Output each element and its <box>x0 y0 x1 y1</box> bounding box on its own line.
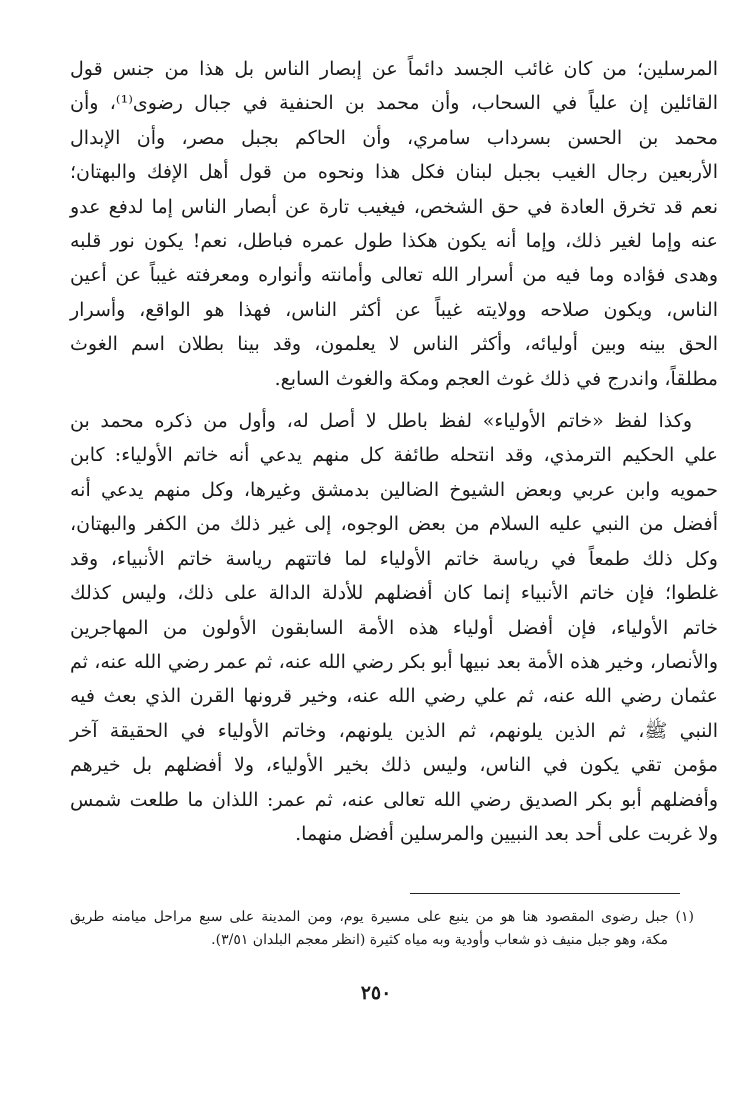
text-line: حمويه وابن عربي وبعض الشيوخ الضالين بدمشق وغيرها، وكل منهم يدعي أنه <box>70 478 718 501</box>
footnote-line: (١) جبل رضوى المقصود هنا هو من ينبع على مسيرة يوم، ومن المدينة على سبع مراحل ميامنه طريق <box>70 909 694 925</box>
page-number: ٢٥٠ <box>360 982 392 1004</box>
text-line: الحق بينه وبين أوليائه، وأكثر الناس لا يعلمون، وقد بينا بطلان اسم الغوث <box>70 333 718 356</box>
text-line: محمد بن الحسن بسرداب سامري، وأن الحاكم بجبل مصر، وأن الإبدال <box>70 126 718 149</box>
footnote-divider <box>410 893 680 894</box>
text-line: مطلقاً، واندرج في ذلك غوث العجم ومكة والغوث السابع. <box>274 367 718 390</box>
text-line: وكذا لفظ «خاتم الأولياء» لفظ باطل لا أصل له، وأول من ذكره محمد بن <box>70 410 692 433</box>
text-line: وأفضلهم أبو بكر الصديق رضي الله تعالى عنه، ثم عمر: اللذان ما طلعت شمس <box>70 788 718 811</box>
text-line: غلطوا؛ فإن خاتم الأنبياء إنما كان أفضلهم للأدلة الدالة على ذلك، وليس كذلك <box>70 582 718 605</box>
main-text <box>70 52 718 851</box>
text-line: القائلين إن علياً في السحاب، وأن محمد بن الحنفية في جبال رضوى⁽¹⁾، وأن <box>70 92 718 115</box>
text-line: الناس، ويكون صلاحه وولايته غيباً عن أكثر الناس، فهذا هو الواقع، وأسرار <box>70 298 718 321</box>
text-line: النبي ﷺ، ثم الذين يلونهم، ثم الذين يلونهم، وخاتم الأولياء في الحقيقة آخر <box>70 719 718 742</box>
text-line: أفضل من النبي عليه السلام من بعض الوجوه، إلى غير ذلك من الكفر والبهتان، <box>70 513 718 536</box>
text-line: المرسلين؛ من كان غائب الجسد دائماً عن إبصار الناس بل هذا من جنس قول <box>70 58 718 80</box>
footnotes <box>70 906 694 952</box>
paragraph-1 <box>70 52 718 396</box>
text-line: عثمان رضي الله عنه، ثم علي رضي الله عنه، وخير قرونها القرن الذي بعث فيه <box>70 685 718 708</box>
paragraph-2 <box>70 404 718 851</box>
text-line: ولا غربت على أحد بعد النبيين والمرسلين أفضل منهما. <box>295 822 718 845</box>
text-line: والأنصار، وخير هذه الأمة بعد نبيها أبو بكر رضي الله عنه، ثم عمر رضي الله عنه، ثم <box>70 650 718 673</box>
paragraph-gap <box>70 396 718 404</box>
text-line: وهدى فؤاده وما فيه من أسرار الله تعالى وأمانته وأنواره ومعرفته غيباً عن أعين <box>70 264 718 287</box>
text-line: عنه وإما لغير ذلك، وإما أنه يكون هكذا طول عمره فباطل، نعم! يكون نور قلبه <box>70 230 718 253</box>
text-line: علي الحكيم الترمذي، وقد انتحله طائفة كل منهم يدعي أنه خاتم الأولياء: كابن <box>70 444 718 467</box>
text-line: خاتم الأولياء، فإن أفضل أولياء هذه الأمة السابقون الأولون من المهاجرين <box>70 616 718 639</box>
footnote-line: مكة، وهو جبل منيف ذو شعاب وأودية وبه مياه كثيرة (انظر معجم البلدان ٣/٥١). <box>211 932 668 948</box>
text-line: مؤمن تقي يكون في الناس، وليس ذلك بخير الأولياء، ولا أفضلهم بل خيرهم <box>70 754 718 777</box>
text-line: الأربعين رجال الغيب بجبل لبنان فكل هذا ونحوه من قول أهل الإفك والبهتان؛ <box>70 161 718 184</box>
text-line: نعم قد تخرق العادة في حق الشخص، فيغيب تارة عن أبصار الناس إما لدفع عدو <box>70 195 718 218</box>
text-line: وكل ذلك طمعاً في رياسة خاتم الأولياء لما فاتتهم رياسة خاتم الأنبياء، وقد <box>70 547 718 570</box>
